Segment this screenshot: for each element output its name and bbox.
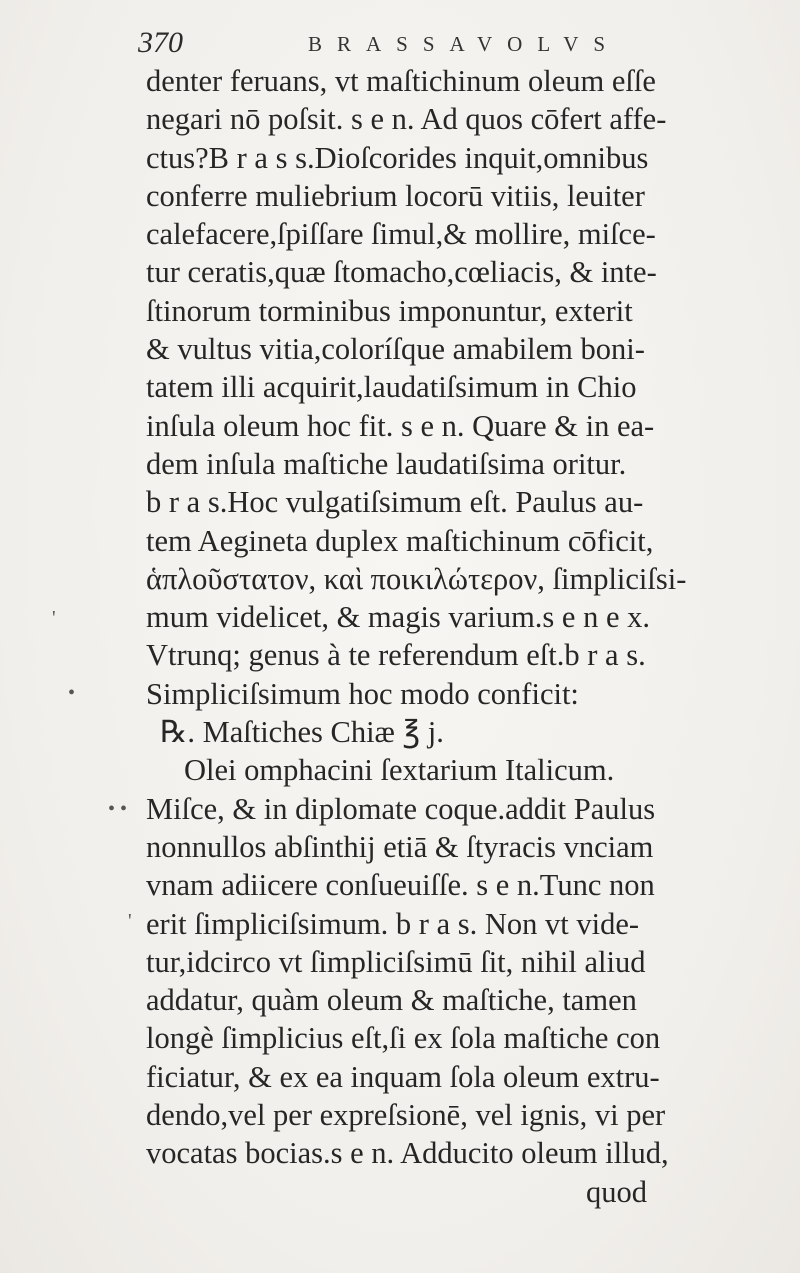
text-line: vnam adiicere conſueuiſſe. s e n.Tunc non: [146, 868, 655, 903]
text-line: conferre muliebrium locorū vitiis, leuiter: [146, 178, 645, 213]
text-line: ſtinorum torminibus imponuntur, exterit: [146, 293, 633, 328]
text-line: tur ceratis,quæ ſtomacho,cœliacis, & inte-: [146, 255, 657, 290]
text-line: negari nō poſsit. s e n. Ad quos cōfert affe-: [146, 102, 667, 137]
text-line: erit ſimpliciſsimum. b r a s. Non vt vide-: [146, 906, 640, 941]
text-line: longè ſimplicius eſt,ſi ex ſola maſtiche con: [146, 1021, 661, 1056]
recipe-line: Olei omphacini ſextarium Italicum.: [184, 753, 615, 788]
text-line: b r a s.Hoc vulgatiſsimum eſt. Paulus au-: [146, 485, 644, 520]
margin-mark: ': [52, 607, 56, 629]
text-line: nonnullos abſinthij etiā & ſtyracis vnciam: [146, 829, 654, 864]
text-line: dem inſula maſtiche laudatiſsima oritur.: [146, 446, 627, 481]
text-line: calefacere,ſpiſſare ſimul,& mollire, miſce-: [146, 217, 656, 252]
text-line: ficiatur, & ex ea inquam ſola oleum extru-: [146, 1059, 660, 1094]
page-number: 370: [138, 26, 183, 59]
text-line: mum videlicet, & magis varium.s e n e x.: [146, 600, 650, 635]
text-line: & vultus vitia,coloríſque amabilem boni-: [146, 332, 645, 367]
text-line: ctus?B r a s s.Dioſcorides inquit,omnibus: [146, 140, 649, 175]
margin-mark: ': [128, 910, 132, 932]
recipe-line: ℞. Maſtiches Chiæ ℥ j.: [160, 715, 444, 750]
catchword: quod: [586, 1174, 647, 1209]
text-line: addatur, quàm oleum & maſtiche, tamen: [146, 983, 637, 1018]
margin-mark: • •: [108, 798, 128, 820]
text-line: vocatas bocias.s e n. Adducito oleum illud,: [146, 1136, 669, 1171]
text-line: tur,idcirco vt ſimpliciſsimū ſit, nihil aliud: [146, 944, 646, 979]
text-line: tatem illi acquirit,laudatiſsimum in Chio: [146, 370, 637, 405]
text-line: tem Aegineta duplex maſtichinum cōficit,: [146, 523, 654, 558]
text-line: dendo,vel per expreſsionē, vel ignis, vi per: [146, 1098, 666, 1133]
text-line: Vtrunq; genus à te referendum eſt.b r a s.: [146, 638, 646, 673]
running-head: [138, 20, 678, 60]
header-title: BRASSAVOLVS: [308, 32, 621, 56]
text-line: Miſce, & in diplomate coque.addit Paulus: [146, 791, 656, 826]
text-line: inſula oleum hoc fit. s e n. Quare & in ea-: [146, 408, 655, 443]
text-line: Simpliciſsimum hoc modo conficit:: [146, 676, 579, 711]
margin-mark: •: [68, 682, 76, 704]
text-line: ἁπλοῦστατον, καὶ ποικιλώτερον, ſimpliciſsi-: [146, 561, 687, 596]
body-text: [146, 62, 786, 1211]
text-line: denter feruans, vt maſtichinum oleum eſſe: [146, 64, 656, 98]
